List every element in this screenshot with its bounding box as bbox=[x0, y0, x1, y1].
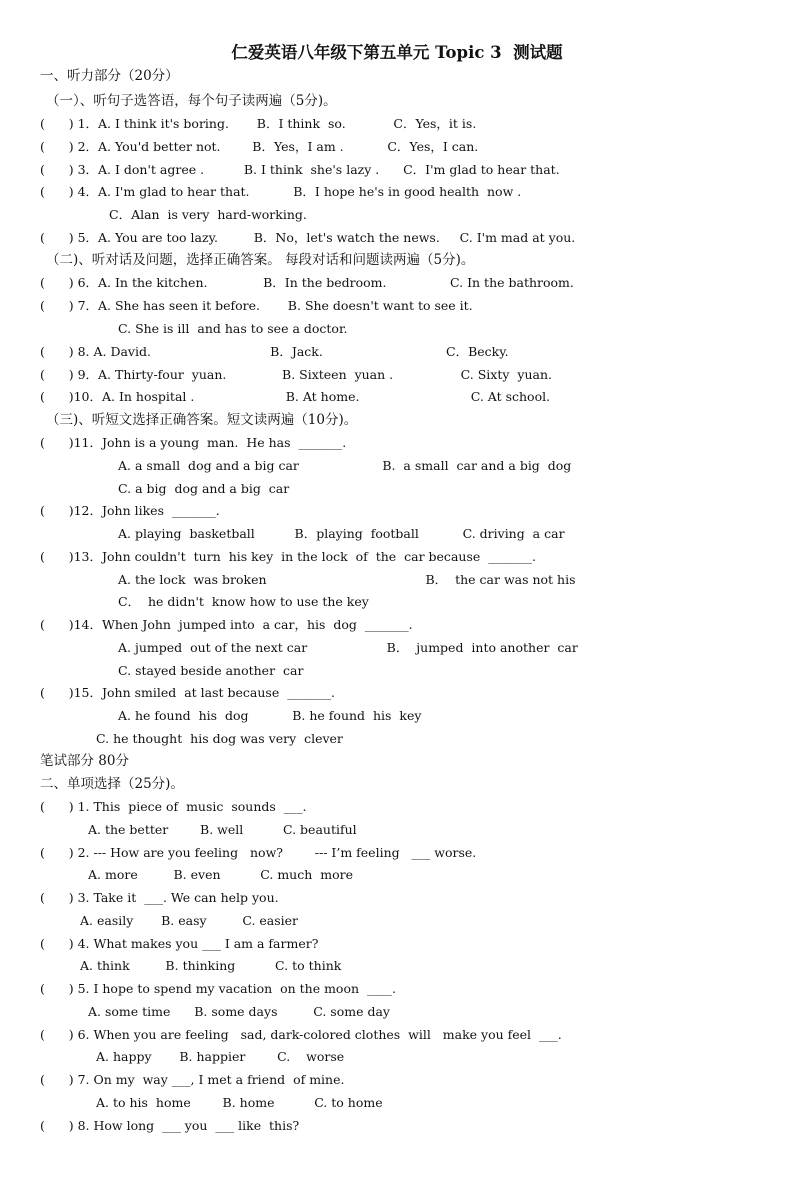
question-line: A. to his home B. home C. to home bbox=[96, 1095, 383, 1110]
question-line: C. stayed beside another car bbox=[118, 663, 304, 678]
section-heading: （一）、听句子选答语，每个句子读两遍（5分)。 bbox=[46, 93, 337, 109]
question-line: ( ) 7. On my way ___, I met a friend of mine. bbox=[40, 1072, 345, 1087]
question-line: ( ) 6. When you are feeling sad, dark-colored clothes will make you feel ___. bbox=[40, 1027, 562, 1042]
section-heading: 二、单项选择（25分)。 bbox=[40, 776, 184, 792]
question-line: A. the lock was broken B． the car was not his bbox=[118, 572, 576, 587]
question-line: A. some time B. some days C. some day bbox=[88, 1004, 390, 1019]
question-line: ( ) 2．A. You'd better not. B．Yes，I am . C．Yes，I can. bbox=[40, 139, 479, 154]
question-line: ( )13．John couldn't turn his key in the lock of the car because _______. bbox=[40, 549, 536, 564]
question-line: ( ) 4．A. I'm glad to hear that. B．I hope he's in good health now . bbox=[40, 184, 522, 199]
question-line: A. a small dog and a big car B. a small car and a big dog bbox=[118, 458, 572, 473]
question-line: ( )14．When John jumped into a car，his dog _______. bbox=[40, 617, 413, 632]
question-line: ( ) 3．A. I don't agree . B. I think she's lazy . C．I'm glad to hear that. bbox=[40, 162, 560, 177]
section-heading: （二)、听对话及问题，选择正确答案。 每段对话和问题读两遍（5分)。 bbox=[46, 252, 475, 268]
section-heading: （三)、听短文选择正确答案。短文读两遍（10分)。 bbox=[46, 412, 358, 428]
question-line: ( )11．John is a young man. He has _______. bbox=[40, 435, 347, 450]
section-heading: 笔试部分 80分 bbox=[40, 753, 129, 769]
question-line: ( ) 8. A. David. B．Jack. C．Becky. bbox=[40, 344, 509, 359]
question-line: ( )10．A. In hospital . B. At home. C. At school. bbox=[40, 389, 551, 404]
question-line: ( )12．John likes _______. bbox=[40, 503, 220, 518]
question-line: ( ) 9．A. Thirty-four yuan. B. Sixteen yuan . C. Sixty yuan. bbox=[40, 367, 552, 382]
page-title: 仁爱英语八年级下第五单元 Topic 3 测试题 bbox=[231, 43, 563, 62]
question-line: A. think B. thinking C. to think bbox=[80, 958, 342, 973]
section-heading: 一、听力部分（20分） bbox=[40, 68, 179, 84]
question-line: ( ) 3. Take it ___. We can help you. bbox=[40, 890, 279, 905]
question-line: ( ) 8. How long ___ you ___ like this? bbox=[40, 1118, 300, 1133]
question-line: C． he didn't know how to use the key bbox=[118, 594, 369, 609]
question-line: A. more B. even C. much more bbox=[88, 867, 353, 882]
question-line: ( ) 6．A. In the kitchen. B．In the bedroom. C. In the bathroom. bbox=[40, 275, 574, 290]
question-line: A. jumped out of the next car B． jumped into another car bbox=[118, 640, 578, 655]
question-line: ( ) 7．A. She has seen it before. B. She doesn't want to see it. bbox=[40, 298, 473, 313]
question-line: ( ) 1. This piece of music sounds ___. bbox=[40, 799, 307, 814]
question-line: ( ) 1．A. I think it's boring. B．I think so. C．Yes，it is. bbox=[40, 116, 477, 131]
question-line: ( ) 2. --- How are you feeling now? --- I’m feeling ___ worse. bbox=[40, 845, 477, 860]
question-line: A. playing basketball B．playing football C. driving a car bbox=[118, 526, 565, 541]
question-line: ( ) 5．A. You are too lazy. B．No，let's watch the news. C. I'm mad at you. bbox=[40, 230, 576, 245]
question-line: C. he thought his dog was very clever bbox=[96, 731, 343, 746]
question-line: A. happy B. happier C. worse bbox=[96, 1049, 345, 1064]
question-line: C. a big dog and a big car bbox=[118, 481, 290, 496]
question-line: ( ) 4. What makes you ___ I am a farmer? bbox=[40, 936, 319, 951]
question-line: C. She is ill and has to see a doctor. bbox=[118, 321, 348, 336]
question-line: C．Alan is very hard-working. bbox=[109, 207, 307, 222]
question-line: A. the better B. well C. beautiful bbox=[88, 822, 357, 837]
question-line: A. easily B. easy C. easier bbox=[80, 913, 299, 928]
question-line: A. he found his dog B. he found his key bbox=[118, 708, 422, 723]
question-line: ( ) 5. I hope to spend my vacation on the moon ____. bbox=[40, 981, 396, 996]
question-line: ( )15．John smiled at last because _______. bbox=[40, 685, 335, 700]
